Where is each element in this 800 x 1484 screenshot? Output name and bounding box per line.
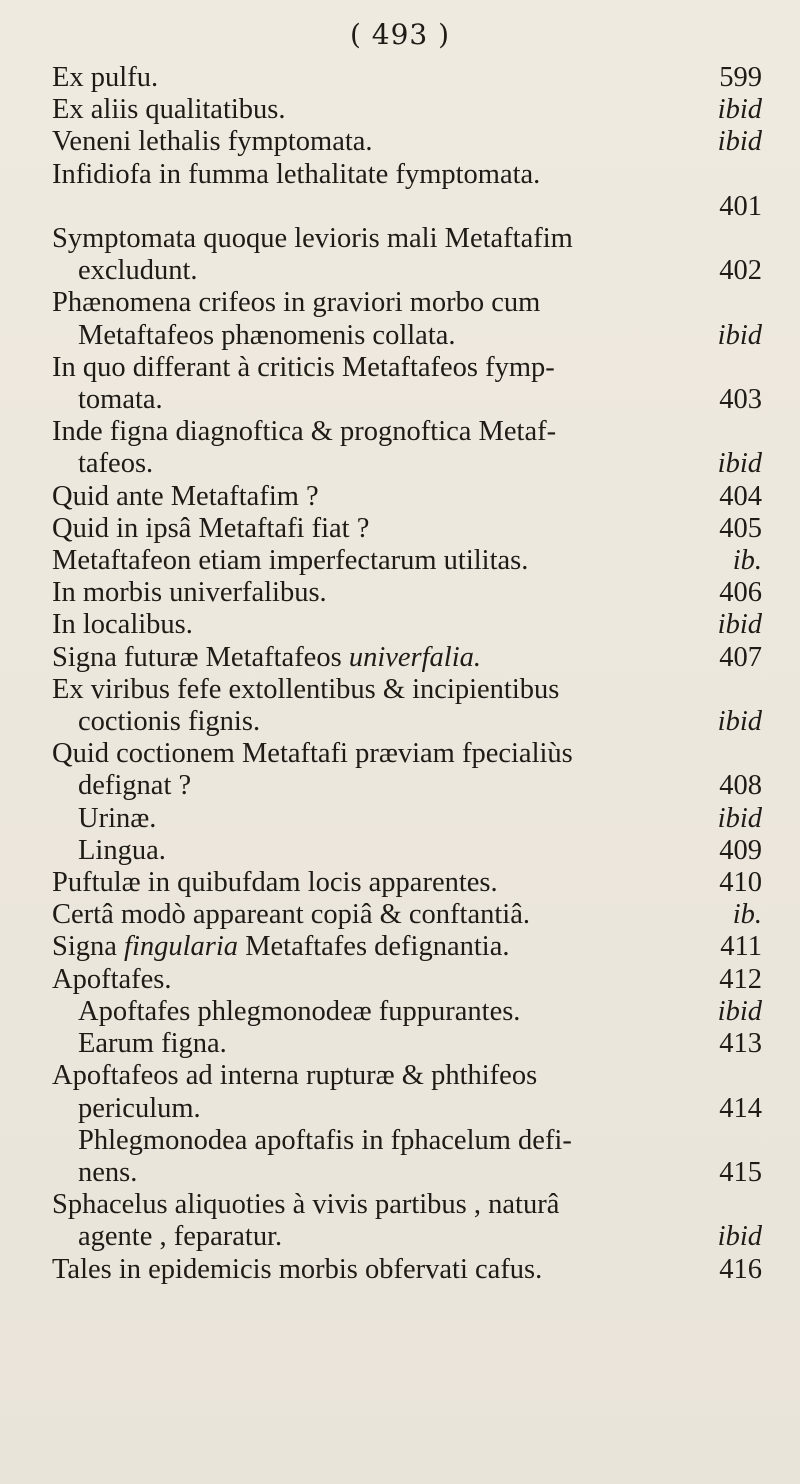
entry-text [52,1254,542,1286]
entry-text-main: Ex pulfu. [52,62,159,93]
entry-text [52,899,530,931]
index-line [52,706,762,738]
index-line [52,931,762,963]
index-entry [52,1254,762,1286]
entry-text [52,62,158,94]
index-entries [52,62,762,1286]
page-reference: 412 [719,963,762,995]
index-line [52,609,762,641]
entry-text-main: Inde figna diagnoftica & prognoftica Metaf- [52,416,557,448]
index-line [52,577,762,609]
index-line [52,352,762,384]
page-reference: ibid [717,319,762,351]
index-line [52,867,762,899]
page-reference: ibid [717,94,762,126]
entry-text-after: Metaftafes defignantia. [245,931,510,963]
index-line [52,255,762,287]
page-reference: 407 [719,641,762,673]
page-reference: ibid [717,1221,762,1253]
index-line [52,1254,762,1286]
page-number: ( 493 ) [349,18,451,51]
entry-text-main: Sphacelus aliquoties à vivis partibus , naturâ [52,1189,560,1221]
index-entry [52,126,762,158]
entry-text-main: Apoftafes. [52,963,172,995]
index-line [52,287,762,319]
page-reference: 413 [719,1028,762,1060]
index-line [52,835,762,867]
entry-text-main: Tales in epidemicis morbis obfervati cafus. [52,1253,543,1285]
entry-text [78,706,260,738]
page-reference: ibid [717,448,762,480]
index-entry [52,223,762,287]
entry-text [78,996,520,1028]
page-reference: ib. [732,899,762,931]
entry-text-main: Apoftafes phlegmonodeæ fuppurantes. [78,995,521,1027]
index-line [52,513,762,545]
page-reference: 404 [719,480,762,512]
entry-text [78,1157,137,1189]
index-line [52,126,762,158]
index-entry [52,1060,762,1124]
index-line [52,738,762,770]
entry-text-main: Quid in ipsâ Metaftafi fiat ? [52,512,370,544]
page-reference: ibid [717,995,762,1027]
entry-text-main: periculum. [78,1092,201,1124]
index-line [52,1028,762,1060]
index-line [52,996,762,1028]
index-entry [52,1189,762,1253]
page-reference: 409 [719,834,762,866]
entry-text-main: Quid ante Metaftafim ? [52,480,319,512]
index-line [52,320,762,352]
entry-text-main: tomata. [78,384,163,416]
entry-text [52,738,573,770]
index-entry [52,674,762,738]
entry-text [78,835,166,867]
entry-text-main: tafeos. [78,448,154,480]
page-reference: 405 [719,512,762,544]
index-line [52,803,762,835]
entry-text-main: excludunt. [78,255,198,287]
index-line [52,545,762,577]
index-line [52,448,762,480]
index-line [52,1125,762,1157]
entry-text [52,1189,559,1221]
entry-text-main: coctionis fignis. [78,706,261,738]
entry-text [52,223,573,255]
index-line [52,1093,762,1125]
entry-text-main: Metaftafeos phænomenis collata. [78,319,456,351]
entry-text-main: In quo differant à criticis Metaftafeos fymp- [52,351,555,383]
index-entry [52,545,762,577]
entry-text-main: Apoftafeos ad interna rupturæ & phthifeos [52,1060,538,1092]
index-entry [52,931,762,963]
index-entry [52,867,762,899]
index-line [52,642,762,674]
entry-text [52,126,373,158]
entry-text [52,159,540,191]
entry-text-main: Metaftafeon etiam imperfectarum utilitas. [52,545,529,577]
index-entry [52,835,762,867]
entry-text [78,1125,572,1157]
entry-text-main: Certâ modò appareant copiâ & conftantiâ. [52,899,530,931]
index-entry [52,803,762,835]
entry-text [52,1060,537,1092]
index-line [52,674,762,706]
page-reference: 414 [719,1092,762,1124]
index-line [52,899,762,931]
entry-text [78,320,456,352]
entry-text-main: Ex aliis qualitatibus. [52,94,286,126]
index-entry [52,964,762,996]
page-reference: ibid [717,802,762,834]
index-line [52,1221,762,1253]
index-entry [52,159,762,223]
entry-text [52,481,319,513]
index-entry [52,738,762,802]
page-reference: ibid [717,126,762,158]
index-line [52,964,762,996]
index-entry [52,94,762,126]
entry-text [78,1028,227,1060]
page-reference: 411 [720,931,762,963]
index-line [52,62,762,94]
entry-text-main: Ex viribus fefe extollentibus & incipientibus [52,673,560,705]
index-line [52,1189,762,1221]
index-line [52,770,762,802]
entry-text [52,94,286,126]
entry-text-main: nens. [78,1156,138,1188]
index-entry [52,62,762,94]
entry-text [52,352,555,384]
entry-text [78,384,163,416]
entry-text [52,545,528,577]
page-reference: 408 [719,770,762,802]
index-entry [52,287,762,351]
index-line [52,191,762,223]
entry-text-main: agente , feparatur. [78,1221,283,1253]
entry-text-main: defignat ? [78,770,192,802]
entry-text-main: In localibus. [52,609,193,641]
index-entry [52,899,762,931]
entry-text [52,609,193,641]
index-entry [52,1028,762,1060]
entry-text [52,287,540,319]
page-reference: 599 [719,62,762,93]
entry-text-main: In morbis univerfalibus. [52,577,327,609]
entry-text [52,964,172,996]
page-reference: ibid [717,706,762,738]
page-reference: 403 [719,384,762,416]
entry-text-main: Symptomata quoque levioris mali Metaftafim [52,223,573,255]
index-entry [52,352,762,416]
index-entry [52,609,762,641]
entry-text-main: Signa [52,931,117,963]
page-reference: ibid [717,609,762,641]
entry-text-main: Infidiofa in fumma lethalitate fymptomata. [52,158,541,190]
entry-text [52,577,327,609]
page-reference: 416 [719,1253,762,1285]
index-line [52,223,762,255]
page-reference: ib. [732,545,762,577]
index-line [52,159,762,191]
page-reference: 410 [719,867,762,899]
entry-text-main: Quid coctionem Metaftafi præviam fpecialiùs [52,738,573,770]
index-line [52,94,762,126]
entry-text-italic: univerfalia. [348,641,482,673]
page-reference: 401 [719,190,762,222]
entry-text-main: Veneni lethalis fymptomata. [52,126,373,158]
entry-text [52,931,509,963]
entry-text-italic: fingularia [124,931,239,963]
page-reference: 415 [719,1156,762,1188]
index-entry [52,577,762,609]
page-reference: 406 [719,577,762,609]
entry-text [52,867,498,899]
page-reference: 402 [719,255,762,287]
entry-text-main: Phænomena crifeos in graviori morbo cum [52,287,541,319]
entry-text [78,448,153,480]
entry-text [78,255,198,287]
entry-text [78,1221,282,1253]
index-entry [52,1125,762,1189]
index-entry [52,416,762,480]
entry-text [52,642,481,674]
index-entry [52,642,762,674]
entry-text-main: Lingua. [78,834,166,866]
index-line [52,1157,762,1189]
entry-text [78,803,156,835]
index-line [52,416,762,448]
index-entry [52,481,762,513]
entry-text [52,674,559,706]
index-line [52,481,762,513]
entry-text [52,416,556,448]
index-line [52,384,762,416]
entry-text-main: Earum figna. [78,1028,227,1060]
entry-text-main: Phlegmonodea apoftafis in fphacelum defi- [78,1124,572,1156]
entry-text-main: Urinæ. [78,802,157,834]
entry-text [78,770,191,802]
entry-text-main: Puftulæ in quibufdam locis apparentes. [52,867,498,899]
index-line [52,1060,762,1092]
index-entry [52,513,762,545]
entry-text [52,513,369,545]
entry-text-main: Signa futuræ Metaftafeos [52,641,342,673]
index-entry [52,996,762,1028]
entry-text [78,1093,201,1125]
